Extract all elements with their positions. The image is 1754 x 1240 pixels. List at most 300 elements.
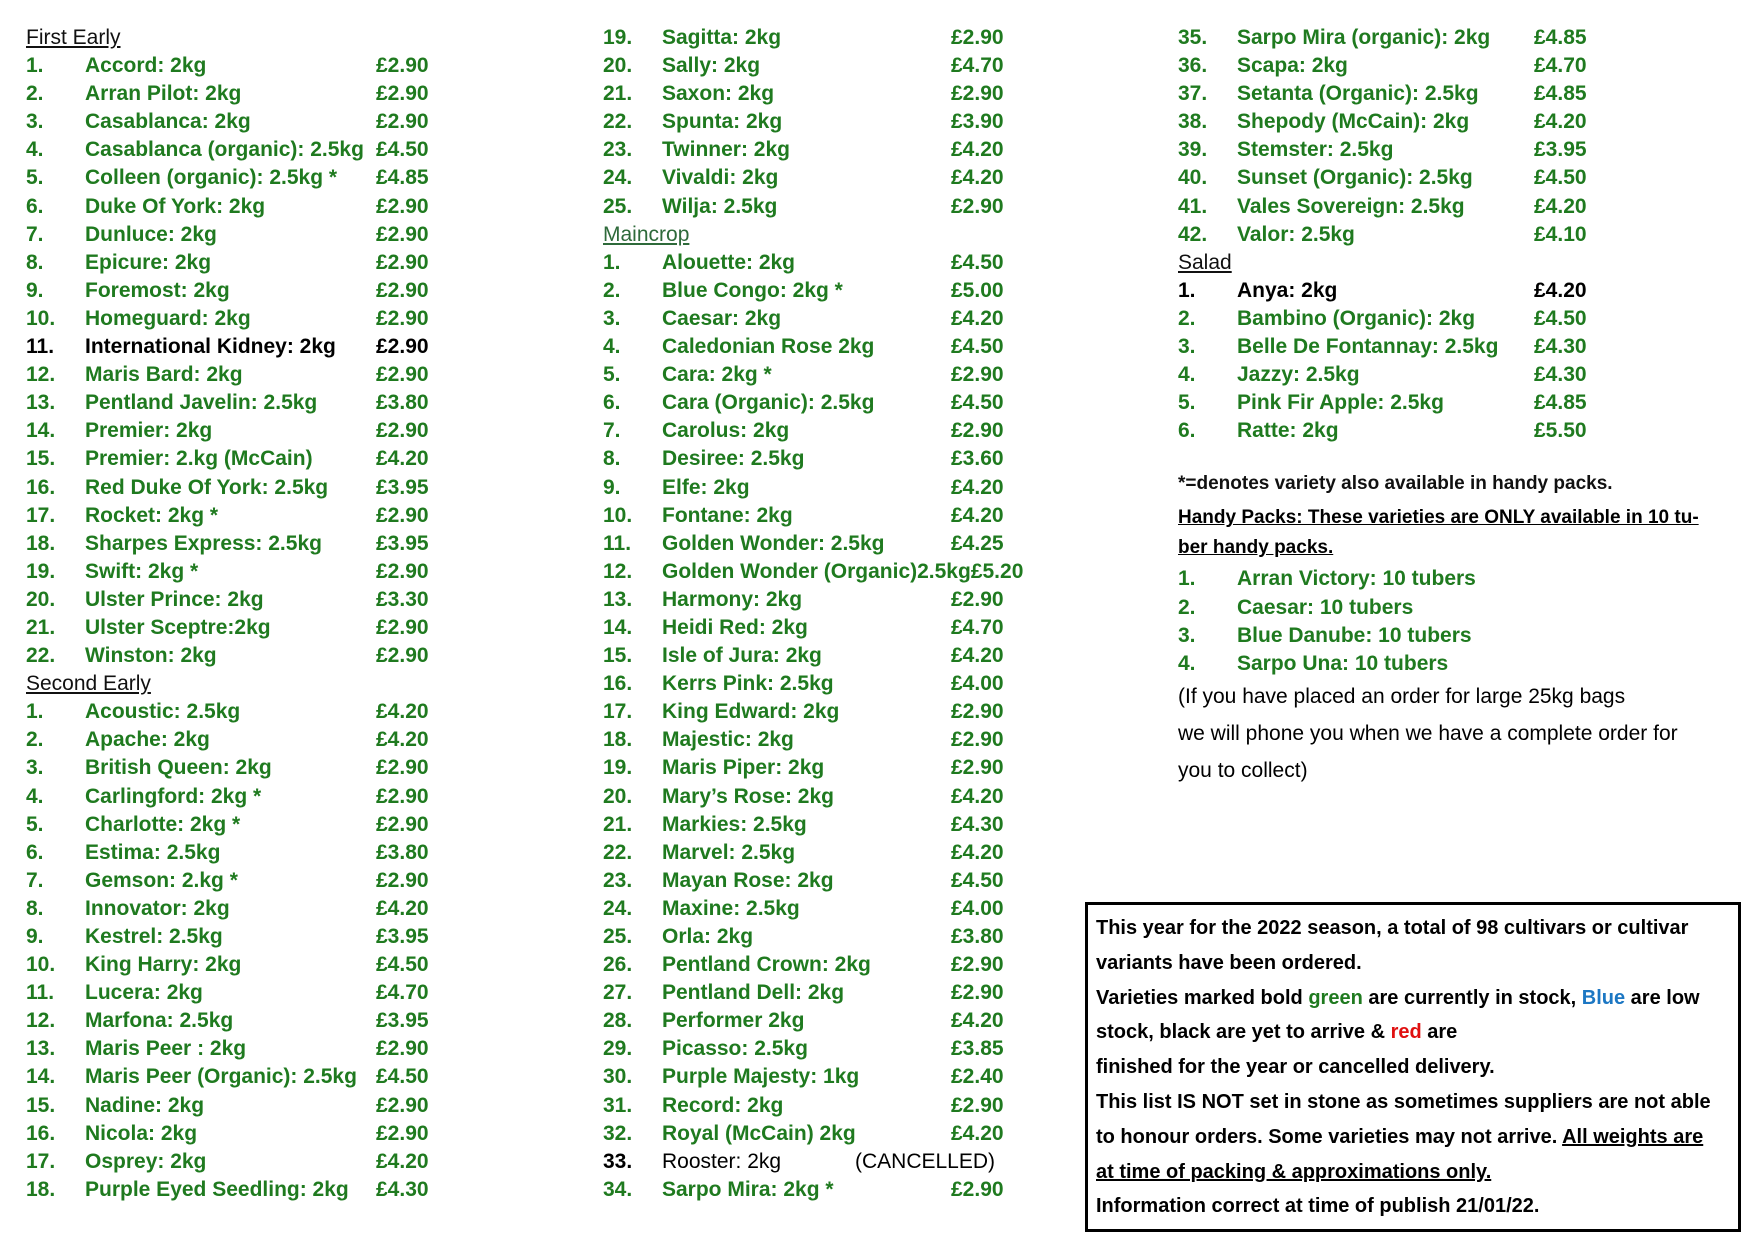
item-number: 3.	[1178, 335, 1196, 359]
variety-price: £4.20	[376, 700, 429, 724]
variety-price: £4.20	[951, 644, 1004, 668]
variety-name: Kerrs Pink: 2.5kg	[662, 672, 834, 696]
variety-price: £2.90	[951, 26, 1004, 49]
variety-name: Carolus: 2kg	[662, 419, 790, 443]
variety-name: Ulster Sceptre:2kg	[85, 615, 271, 639]
list-item	[603, 698, 1023, 726]
variety-name: Purple Eyed Seedling: 2kg	[85, 1177, 349, 1201]
variety-name: Record: 2kg	[662, 1093, 784, 1117]
item-number: 12.	[26, 363, 56, 387]
list-item	[1178, 136, 1738, 164]
list-item	[603, 1120, 1023, 1148]
item-number: 16.	[603, 672, 633, 696]
list-item	[603, 811, 1023, 839]
variety-price: £2.90	[376, 419, 429, 443]
variety-name: Twinner: 2kg	[662, 138, 790, 162]
info-text: stock, black are yet to arrive &	[1096, 1021, 1391, 1044]
list-item	[26, 474, 466, 502]
variety-name: Arran Victory: 10 tubers	[1237, 567, 1476, 591]
bags-note-line-3: you to collect)	[1178, 758, 1308, 782]
variety-name: Orla: 2kg	[662, 925, 754, 948]
item-number: 6.	[26, 194, 44, 218]
variety-price: £4.20	[376, 896, 429, 920]
second-early-list-cont	[603, 24, 1023, 221]
variety-price: £4.85	[1534, 82, 1587, 106]
list-item	[26, 867, 466, 895]
item-number: 21.	[603, 82, 633, 106]
item-number: 10.	[26, 953, 56, 977]
list-item	[603, 867, 1023, 895]
variety-price: £4.50	[376, 138, 429, 162]
item-number: 21.	[26, 615, 56, 639]
variety-price: £4.20	[951, 1121, 1004, 1145]
item-number: 3.	[26, 756, 44, 780]
variety-price: £3.90	[951, 110, 1004, 134]
variety-price: £2.90	[376, 222, 429, 246]
list-item	[603, 474, 1023, 502]
item-number: 4.	[1178, 363, 1196, 387]
variety-price: £4.20	[951, 306, 1004, 330]
variety-price: £4.85	[1534, 26, 1587, 49]
list-item	[26, 1063, 466, 1091]
variety-price: £2.90	[376, 110, 429, 134]
variety-price: £4.20	[376, 728, 429, 752]
variety-name: Sarpo Mira: 2kg *	[662, 1177, 834, 1201]
item-number: 1.	[26, 700, 44, 724]
list-item	[1178, 565, 1738, 593]
list-item	[26, 277, 466, 305]
variety-name: Pentland Javelin: 2.5kg	[85, 391, 318, 415]
variety-price: £4.70	[1534, 54, 1587, 78]
variety-name: Nadine: 2kg	[85, 1093, 205, 1117]
item-number: 25.	[603, 925, 633, 948]
item-number: 8.	[603, 447, 621, 471]
list-item	[26, 698, 466, 726]
variety-name: Premier: 2kg	[85, 419, 213, 443]
variety-price: £4.20	[951, 840, 1004, 864]
item-number: 7.	[603, 419, 621, 443]
variety-price: £5.00	[951, 278, 1004, 302]
list-item	[26, 530, 466, 558]
info-line-4	[1096, 1015, 1730, 1050]
item-number: 1.	[603, 250, 621, 274]
item-number: 16.	[26, 1121, 56, 1145]
list-item	[603, 193, 1023, 221]
variety-price: £4.20	[951, 138, 1004, 162]
variety-price: £4.70	[951, 54, 1004, 78]
item-number: 2.	[1178, 595, 1196, 619]
variety-name: Pentland Crown: 2kg	[662, 953, 871, 977]
list-item	[603, 305, 1023, 333]
variety-name: Maris Peer (Organic): 2.5kg	[85, 1065, 357, 1089]
variety-name: Caesar: 2kg	[662, 306, 782, 330]
list-item	[26, 108, 466, 136]
variety-price: £3.95	[376, 475, 429, 499]
variety-name: Duke Of York: 2kg	[85, 194, 266, 218]
variety-name: Blue Congo: 2kg *	[662, 278, 843, 302]
item-number: 4.	[603, 335, 621, 359]
variety-name: Dunluce: 2kg	[85, 222, 217, 246]
variety-price: £2.90	[376, 194, 429, 218]
item-number: 2.	[26, 82, 44, 106]
variety-price: £4.25	[951, 531, 1004, 555]
variety-name: Sharpes Express: 2.5kg	[85, 531, 322, 555]
variety-name: Lucera: 2kg	[85, 981, 203, 1005]
info-text: are low	[1625, 986, 1700, 1009]
item-number: 20.	[603, 784, 633, 808]
variety-price: £3.95	[376, 1009, 429, 1033]
list-item	[1178, 594, 1738, 622]
variety-name: Nicola: 2kg	[85, 1121, 198, 1145]
item-number: 40.	[1178, 166, 1208, 190]
variety-name: British Queen: 2kg	[85, 756, 272, 780]
variety-price: £3.80	[376, 391, 429, 415]
variety-price: £2.90	[951, 363, 1004, 387]
handy-packs-heading-2: ber handy packs.	[1178, 537, 1334, 559]
item-number: 22.	[26, 644, 56, 668]
column-first-second-early	[26, 24, 466, 1204]
blue-word: Blue	[1581, 986, 1626, 1009]
salad-list	[1178, 277, 1738, 446]
variety-price: £4.20	[951, 166, 1004, 190]
variety-name: Picasso: 2.5kg	[662, 1037, 808, 1061]
variety-price: £2.90	[951, 1177, 1004, 1201]
variety-name: Vivaldi: 2kg	[662, 166, 779, 190]
info-line-1: This year for the 2022 season, a total of 98 cultivars or cultivar	[1096, 917, 1689, 939]
variety-price: £4.50	[376, 953, 429, 977]
list-item	[1178, 361, 1738, 389]
info-line-9: Information correct at time of publish 21/01/22.	[1096, 1195, 1540, 1218]
maincrop-list	[603, 249, 1023, 1204]
variety-name: Desiree: 2.5kg	[662, 447, 805, 471]
variety-name: Maris Peer : 2kg	[85, 1037, 247, 1061]
list-item	[26, 754, 466, 782]
variety-name: Rooster: 2kg	[662, 1149, 782, 1173]
variety-name: Sarpo Mira (organic): 2kg	[1237, 26, 1491, 49]
item-number: 11.	[26, 335, 55, 359]
column-salad-handy	[1178, 24, 1738, 789]
item-number: 4.	[1178, 651, 1196, 675]
item-number: 5.	[603, 363, 621, 387]
list-item	[603, 839, 1023, 867]
variety-name: Maris Bard: 2kg	[85, 363, 243, 387]
variety-name: King Harry: 2kg	[85, 953, 242, 977]
list-item	[603, 1063, 1023, 1091]
variety-price: £4.00	[951, 896, 1004, 920]
list-item	[26, 1176, 466, 1204]
item-number: 30.	[603, 1065, 633, 1089]
list-item	[1178, 80, 1738, 108]
variety-price: £4.30	[1534, 363, 1587, 387]
second-early-list	[26, 698, 466, 1204]
item-number: 12.	[603, 559, 633, 583]
list-item	[603, 614, 1023, 642]
list-item	[603, 726, 1023, 754]
item-number: 3.	[1178, 623, 1196, 647]
variety-name: Gemson: 2.kg *	[85, 868, 238, 892]
variety-price: £2.90	[376, 82, 429, 106]
item-number: 18.	[603, 728, 633, 752]
variety-name: Belle De Fontannay: 2.5kg	[1237, 335, 1499, 359]
handy-packs-list	[1178, 565, 1738, 677]
variety-name: Bambino (Organic): 2kg	[1237, 306, 1476, 330]
item-number: 11.	[603, 531, 632, 555]
item-number: 12.	[26, 1009, 56, 1033]
list-item	[1178, 193, 1738, 221]
variety-name: Marvel: 2.5kg	[662, 840, 796, 864]
list-item	[26, 558, 466, 586]
list-item	[26, 1120, 466, 1148]
list-item	[603, 108, 1023, 136]
variety-price: £2.90	[951, 419, 1004, 443]
variety-price: £2.90	[376, 812, 429, 836]
variety-name: Blue Danube: 10 tubers	[1237, 623, 1472, 647]
variety-name: Ratte: 2kg	[1237, 419, 1339, 443]
variety-price: £2.90	[376, 503, 429, 527]
variety-name: Homeguard: 2kg	[85, 306, 251, 330]
list-item	[603, 979, 1023, 1007]
item-number: 34.	[603, 1177, 633, 1201]
variety-price: £2.90	[376, 644, 429, 668]
item-number: 26.	[603, 953, 633, 977]
info-line-5: finished for the year or cancelled delivery.	[1096, 1056, 1495, 1079]
item-number: 17.	[603, 700, 633, 724]
variety-name: Maris Piper: 2kg	[662, 756, 825, 780]
variety-price: £2.90	[951, 756, 1004, 780]
variety-name: Innovator: 2kg	[85, 896, 230, 920]
variety-name: Vales Sovereign: 2.5kg	[1237, 194, 1465, 218]
list-item	[603, 1007, 1023, 1035]
variety-price: £2.90	[376, 306, 429, 330]
item-number: 22.	[603, 840, 633, 864]
item-number: 18.	[26, 531, 56, 555]
list-item	[26, 1007, 466, 1035]
list-item	[26, 361, 466, 389]
item-number: 20.	[603, 54, 633, 78]
variety-price: £3.85	[951, 1037, 1004, 1061]
variety-price: £4.50	[951, 391, 1004, 415]
variety-name: Foremost: 2kg	[85, 278, 230, 302]
item-number: 10.	[26, 306, 56, 330]
list-item	[603, 530, 1023, 558]
list-item	[26, 1035, 466, 1063]
list-item	[26, 783, 466, 811]
item-number: 6.	[1178, 419, 1196, 443]
variety-price: £4.20	[951, 503, 1004, 527]
variety-name: Sagitta: 2kg	[662, 26, 782, 49]
variety-price: £4.50	[951, 250, 1004, 274]
item-number: 39.	[1178, 138, 1208, 162]
variety-name: Rocket: 2kg *	[85, 503, 219, 527]
item-number: 7.	[26, 868, 44, 892]
variety-name: Maxine: 2.5kg	[662, 896, 800, 920]
handy-packs-heading-1: Handy Packs: These varieties are ONLY available in 10 tu-	[1178, 507, 1699, 529]
item-number: 16.	[26, 475, 56, 499]
list-item	[603, 361, 1023, 389]
list-item	[1178, 221, 1738, 249]
list-item	[1178, 305, 1738, 333]
variety-name: Valor: 2.5kg	[1237, 222, 1355, 246]
item-number: 17.	[26, 1149, 56, 1173]
variety-name: Anya: 2kg	[1237, 278, 1338, 302]
item-number: 41.	[1178, 194, 1208, 218]
variety-name: Mayan Rose: 2kg	[662, 868, 834, 892]
variety-name: Sally: 2kg	[662, 54, 761, 78]
variety-price: £3.30	[376, 587, 429, 611]
variety-price: £5.50	[1534, 419, 1587, 443]
variety-name: Sunset (Organic): 2.5kg	[1237, 166, 1473, 190]
list-item	[603, 783, 1023, 811]
list-item	[1178, 389, 1738, 417]
list-item	[603, 164, 1023, 192]
variety-price: £4.50	[951, 868, 1004, 892]
variety-name: Charlotte: 2kg *	[85, 812, 241, 836]
variety-name: Winston: 2kg	[85, 644, 217, 668]
item-number: 10.	[603, 503, 633, 527]
variety-name: Majestic: 2kg	[662, 728, 794, 752]
info-line-6: This list IS NOT set in stone as sometimes suppliers are not able	[1096, 1090, 1711, 1113]
variety-name: Pentland Dell: 2kg	[662, 981, 845, 1005]
variety-price: £2.90	[376, 868, 429, 892]
variety-price: £2.90	[376, 54, 429, 78]
variety-price: £4.50	[1534, 166, 1587, 190]
list-item	[603, 1092, 1023, 1120]
item-number: 22.	[603, 110, 633, 134]
list-item	[26, 389, 466, 417]
list-item	[26, 614, 466, 642]
section-heading-maincrop: Maincrop	[603, 222, 690, 246]
list-item	[603, 80, 1023, 108]
list-item	[26, 80, 466, 108]
list-item	[603, 558, 1023, 586]
item-number: 28.	[603, 1009, 633, 1033]
variety-name: Purple Majesty: 1kg	[662, 1065, 860, 1089]
item-number: 1.	[1178, 278, 1196, 302]
item-number: 24.	[603, 896, 633, 920]
list-item	[603, 951, 1023, 979]
variety-name: Elfe: 2kg	[662, 475, 750, 499]
variety-name: Marfona: 2.5kg	[85, 1009, 234, 1033]
section-heading-first-early: First Early	[26, 26, 121, 49]
list-item	[603, 445, 1023, 473]
variety-price: £2.90	[376, 278, 429, 302]
variety-price: £4.50	[951, 335, 1004, 359]
item-number: 2.	[603, 278, 621, 302]
item-number: 18.	[26, 1177, 56, 1201]
item-number: 33.	[603, 1149, 633, 1173]
list-item	[1178, 277, 1738, 305]
item-number: 4.	[26, 784, 44, 808]
item-number: 9.	[26, 925, 44, 948]
item-number: 1.	[26, 54, 44, 78]
variety-name: Markies: 2.5kg	[662, 812, 807, 836]
item-number: 13.	[26, 391, 56, 415]
item-number: 19.	[603, 756, 633, 780]
list-item	[26, 164, 466, 192]
list-item	[26, 249, 466, 277]
variety-name: Stemster: 2.5kg	[1237, 138, 1394, 162]
list-item	[26, 726, 466, 754]
asterisk-note: *=denotes variety also available in handy packs.	[1178, 473, 1613, 495]
variety-price: £2.90	[376, 335, 429, 359]
item-number: 13.	[26, 1037, 56, 1061]
variety-name: International Kidney: 2kg	[85, 335, 336, 359]
list-item	[603, 389, 1023, 417]
variety-price: £4.20	[1534, 278, 1587, 302]
list-item	[26, 136, 466, 164]
item-number: 23.	[603, 868, 633, 892]
variety-price: £4.20	[951, 1009, 1004, 1033]
list-item	[26, 979, 466, 1007]
variety-name: Colleen (organic): 2.5kg *	[85, 166, 338, 190]
list-item	[603, 1176, 1023, 1204]
variety-price: £2.90	[376, 1121, 429, 1145]
info-box	[1085, 902, 1741, 1232]
variety-name: Performer 2kg	[662, 1009, 805, 1033]
variety-name: Caledonian Rose 2kg	[662, 335, 875, 359]
item-number: 4.	[26, 138, 44, 162]
list-item	[26, 445, 466, 473]
item-number: 19.	[603, 26, 633, 49]
item-number: 35.	[1178, 26, 1208, 49]
list-item	[603, 642, 1023, 670]
info-text: Varieties marked bold	[1096, 986, 1309, 1009]
variety-name: Jazzy: 2.5kg	[1237, 363, 1360, 387]
list-item	[1178, 52, 1738, 80]
item-number: 6.	[26, 840, 44, 864]
first-early-list	[26, 52, 466, 670]
item-number: 6.	[603, 391, 621, 415]
variety-price: £3.95	[1534, 138, 1587, 162]
item-number: 17.	[26, 503, 56, 527]
list-item	[603, 277, 1023, 305]
list-item	[1178, 650, 1738, 678]
variety-name: Epicure: 2kg	[85, 250, 212, 274]
variety-name: Shepody (McCain): 2kg	[1237, 110, 1470, 134]
variety-name: Wilja: 2.5kg	[662, 194, 778, 218]
list-item	[26, 52, 466, 80]
variety-price: £4.00	[951, 672, 1004, 696]
column-maincrop	[603, 24, 1023, 1204]
variety-name: Caesar: 10 tubers	[1237, 595, 1414, 619]
item-number: 32.	[603, 1121, 633, 1145]
item-number: 2.	[26, 728, 44, 752]
variety-name: Golden Wonder: 2.5kg	[662, 531, 885, 555]
variety-name: Sarpo Una: 10 tubers	[1237, 651, 1449, 675]
item-number: 7.	[26, 222, 44, 246]
variety-price: £2.90	[376, 615, 429, 639]
variety-name: Heidi Red: 2kg	[662, 615, 808, 639]
item-number: 2.	[1178, 306, 1196, 330]
variety-name: Spunta: 2kg	[662, 110, 783, 134]
list-item	[1178, 108, 1738, 136]
list-item	[1178, 622, 1738, 650]
variety-name: Mary’s Rose: 2kg	[662, 784, 834, 808]
variety-price: £4.50	[1534, 306, 1587, 330]
item-number: 5.	[26, 812, 44, 836]
list-item	[26, 811, 466, 839]
list-item	[603, 502, 1023, 530]
variety-name: Alouette: 2kg	[662, 250, 796, 274]
item-number: 3.	[603, 306, 621, 330]
variety-name: Kestrel: 2.5kg	[85, 925, 223, 948]
item-number: 9.	[26, 278, 44, 302]
variety-price: £2.90	[951, 953, 1004, 977]
bags-note-line-1: (If you have placed an order for large 25kg bags	[1178, 684, 1626, 708]
list-item	[603, 1035, 1023, 1063]
info-text: are	[1421, 1021, 1458, 1044]
variety-price: (CANCELLED)	[855, 1149, 996, 1173]
